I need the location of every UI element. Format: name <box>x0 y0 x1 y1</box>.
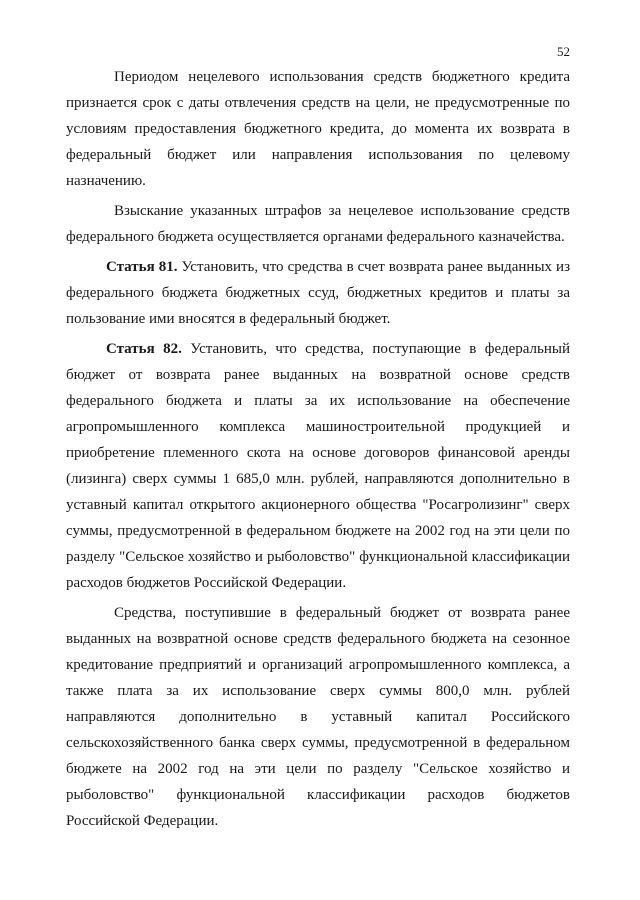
paragraph-seasonal-credit: Средства, поступившие в федеральный бюджет от возврата ранее выданных на возвратной основе средств федерального бюджета на сезонное кредитование предприятий и организаций агропромышленного комплекса, а также плата за их использование сверх суммы 800,0 млн. рублей направляются дополнительно в уставный капитал Российского сельскохозяйственного банка сверх суммы, предусмотренной в федеральном бюджете на 2002 год на эти цели по разделу "Сельское хозяйство и рыболовство" функциональной классификации расходов бюджетов Российской Федерации. <box>66 605 570 829</box>
article-81-text: Установить, что средства в счет возврата ранее выданных из федерального бюджета бюджетных ссуд, бюджетных кредитов и платы за пользование ими вносятся в федеральный бюджет. <box>66 259 571 327</box>
paragraph-fines-collection: Взыскание указанных штрафов за нецелевое использование средств федерального бюджета осуществляется органами федерального казначейства. <box>66 203 570 245</box>
article-82-label: Статья 82. <box>106 341 182 357</box>
page-number: 52 <box>557 44 570 59</box>
document-body <box>66 64 570 834</box>
article-82-text: Установить, что средства, поступающие в федеральный бюджет от возврата ранее выданных на возвратной основе средств федерального бюджета и платы за их использование на обеспечение агропромышленного комплекса машиностроительной продукцией и приобретение племенного скота на основе договоров финансовой аренды (лизинга) сверх суммы 1 685,0 млн. рублей, направляются дополнительно в уставный капитал открытого акционерного общества "Росагролизинг" сверх суммы, предусмотренной в федеральном бюджете на 2002 год на эти цели по разделу "Сельское хозяйство и рыболовство" функциональной классификации расходов бюджетов Российской Федерации. <box>66 341 570 591</box>
paragraph-misuse-period: Периодом нецелевого использования средств бюджетного кредита признается срок с даты отвлечения средств на цели, не предусмотренные по условиям предоставления бюджетного кредита, до момента их возврата в федеральный бюджет или направления использования по целевому назначению. <box>66 69 570 189</box>
article-81-label: Статья 81. <box>106 259 178 275</box>
article-82 <box>66 336 570 596</box>
article-81 <box>66 254 570 332</box>
